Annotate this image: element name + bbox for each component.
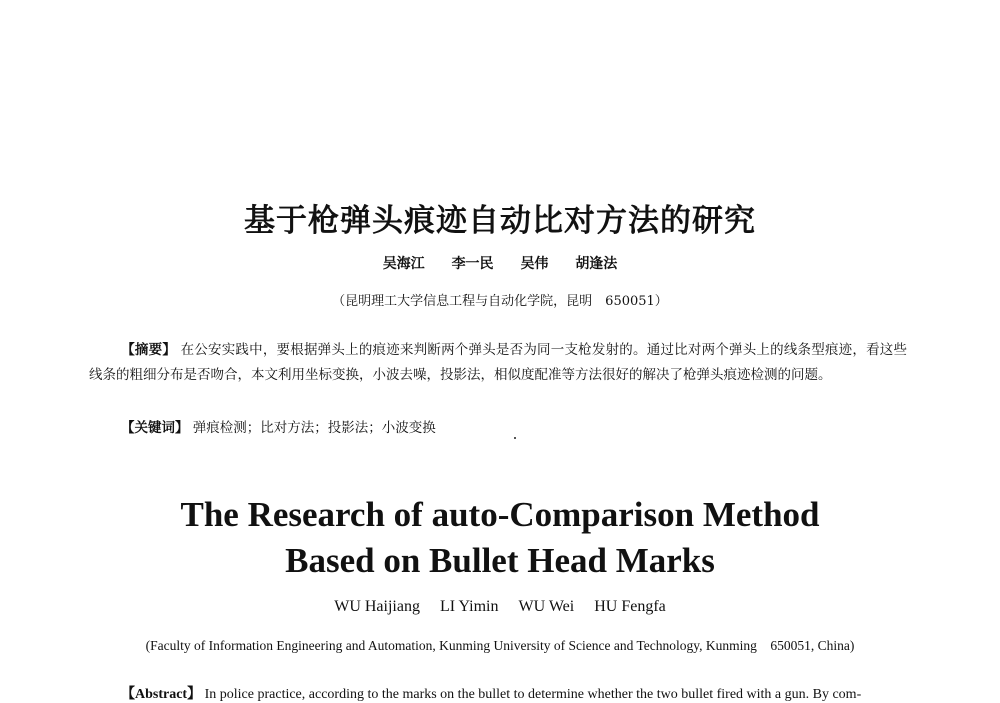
keywords-text: 弹痕检测；比对方法；投影法；小波变换 <box>192 420 436 436</box>
abstract-text: In police practice, according to the marks on the bullet to determine whether the two bullet fired with a gun. By com- <box>204 687 862 702</box>
chinese-keywords <box>121 416 436 436</box>
chinese-authors <box>0 253 1000 273</box>
english-abstract <box>121 683 921 703</box>
chinese-title: 基于枪弹头痕迹自动比对方法的研究 <box>244 203 756 239</box>
author-name: WU Wei <box>518 598 575 615</box>
author-name: 吴海江 <box>382 256 425 272</box>
abstract-text: 在公安实践中，要根据弹头上的痕迹来判断两个弹头是否为同一支枪发射的。通过比对两个弹头上的线条型痕迹，看这些线条的粗细分布是否吻合，本文利用坐标变换，小波去噪，投影法，相似度配准等方法很好的解决了枪弹头痕迹检测的问题。 <box>89 342 908 383</box>
author-name: WU Haijiang <box>334 598 420 615</box>
english-title-line: Based on Bullet Head Marks <box>285 541 715 580</box>
author-name: HU Fengfa <box>594 598 666 615</box>
author-name: 胡逢法 <box>575 256 618 272</box>
author-name: 吴伟 <box>520 256 549 272</box>
author-name: LI Yimin <box>439 598 499 615</box>
english-affiliation: (Faculty of Information Engineering and Automation, Kunming University of Science and Technology, Kunming 650051, China) <box>145 638 855 653</box>
chinese-affiliation: （昆明理工大学信息工程与自动化学院，昆明 650051） <box>332 294 668 309</box>
keywords-label: 【关键词】 <box>121 420 189 436</box>
scan-speck <box>514 437 516 439</box>
english-title-line: The Research of auto-Comparison Method <box>180 495 820 534</box>
abstract-label: 【摘要】 <box>121 342 177 358</box>
english-authors <box>0 598 1000 616</box>
author-name: 李一民 <box>451 256 494 272</box>
chinese-abstract <box>89 338 907 388</box>
english-title <box>0 492 1000 584</box>
abstract-label: 【Abstract】 <box>121 687 202 702</box>
